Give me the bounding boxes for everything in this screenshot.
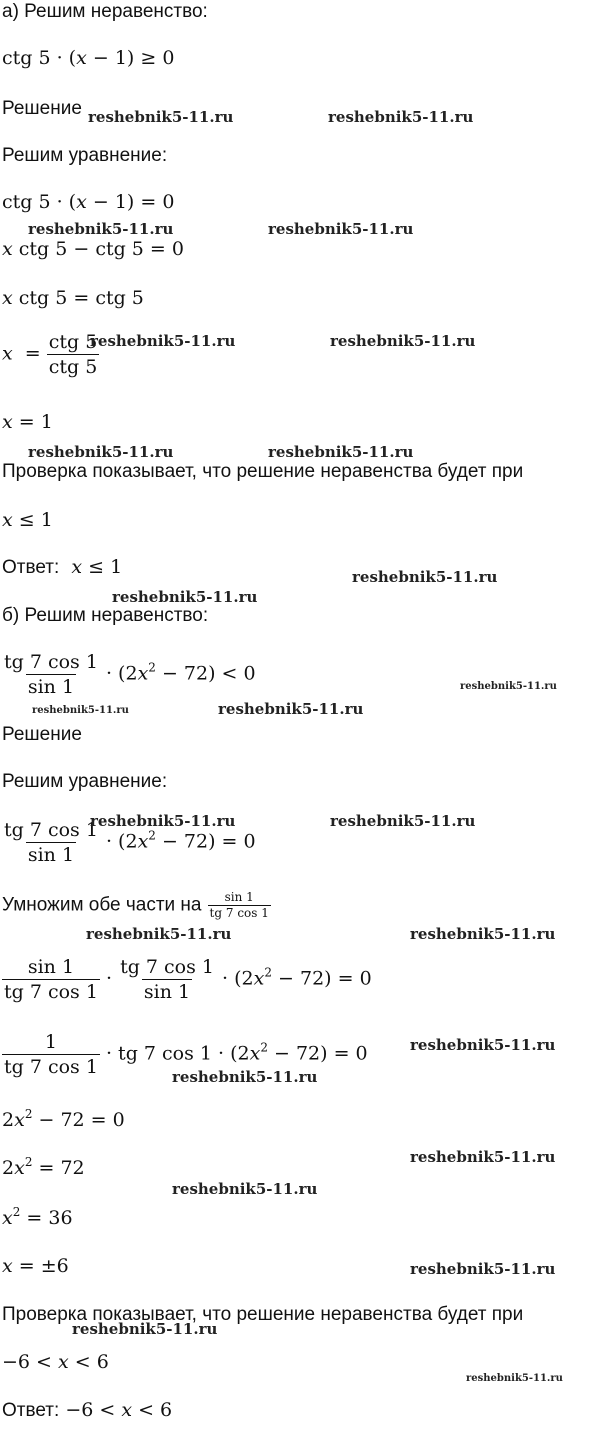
result-b: −6 < x < 6	[2, 1351, 109, 1373]
watermark: reshebnik5-11.ru	[330, 812, 476, 830]
check-text-b: Проверка показывает, что решение неравенства будет при	[2, 1304, 524, 1325]
watermark: reshebnik5-11.ru	[352, 568, 498, 586]
solution-label-b: Решение	[2, 724, 82, 745]
watermark: reshebnik5-11.ru	[32, 705, 129, 716]
solve-equation-label-b: Решим уравнение:	[2, 771, 168, 792]
answer-a: Ответ: x ≤ 1	[2, 556, 123, 578]
solution-label-a: Решение	[2, 98, 82, 119]
fraction-1-tg7cos1: $\frac{1}{tg 7 \cos 1}$	[4, 1031, 98, 1078]
answer-label-a: Ответ:	[2, 557, 60, 578]
multiply-line-b	[2, 890, 271, 921]
watermark: reshebnik5-11.ru	[328, 108, 474, 126]
equation-a-4: x = $\frac{\text{ctg 5}}{\text{ctg 5}}$	[2, 331, 98, 378]
fraction-tg7cos1-sin1: $\frac{tg 7 \cos 1}{\sin 1}$	[120, 956, 214, 1003]
watermark: reshebnik5-11.ru	[410, 1036, 556, 1054]
equation-a-5: x = 1	[2, 411, 53, 433]
watermark: reshebnik5-11.ru	[172, 1180, 318, 1198]
fraction-ctg5-ctg5: $\frac{\text{ctg 5}}{\text{ctg 5}}$	[48, 331, 98, 378]
equation-a-3: x ctg 5 = ctg 5	[2, 287, 144, 309]
equation-b-6: $x^2 = 36$	[2, 1205, 73, 1229]
watermark: reshebnik5-11.ru	[330, 332, 476, 350]
inequality-b: $\frac{tg 7 \cos 1}{\sin 1}$ · $(2x^2 - 72) < 0$	[4, 651, 256, 698]
equation-a-2: x ctg 5 − ctg 5 = 0	[2, 238, 184, 260]
watermark: reshebnik5-11.ru	[88, 108, 234, 126]
watermark: reshebnik5-11.ru	[28, 443, 174, 461]
watermark: reshebnik5-11.ru	[268, 220, 414, 238]
watermark: reshebnik5-11.ru	[28, 220, 174, 238]
watermark: reshebnik5-11.ru	[72, 1320, 218, 1338]
watermark: reshebnik5-11.ru	[410, 1260, 556, 1278]
result-a: x ≤ 1	[2, 509, 53, 531]
equation-b-7: x = ±6	[2, 1255, 69, 1277]
equation-b-5: $2x^2 = 72$	[2, 1155, 85, 1179]
watermark: reshebnik5-11.ru	[172, 1068, 318, 1086]
equation-b-4: $2x^2 - 72 = 0$	[2, 1107, 125, 1131]
answer-b: Ответ: −6 < x < 6	[2, 1399, 173, 1421]
equation-b-3: $\frac{1}{tg 7 \cos 1}$ · tg 7 $\cos 1 \cdot (2x^2 - 72) = 0$	[4, 1031, 368, 1078]
equation-b-2: $\frac{\sin 1}{tg 7 \cos 1}$ · $\frac{tg 7 \cos 1}{\sin 1}$ · $(2x^2 - 72) = 0$	[4, 956, 372, 1003]
watermark: reshebnik5-11.ru	[460, 681, 557, 692]
equation-b-1: $\frac{tg 7 \cos 1}{\sin 1}$ · $(2x^2 - 72) = 0$	[4, 819, 256, 866]
watermark: reshebnik5-11.ru	[112, 588, 258, 606]
equation-a-1: ctg 5 · (x − 1) = 0	[2, 191, 175, 213]
fraction-tg7cos1-sin1: $\frac{tg 7 \cos 1}{\sin 1}$	[4, 651, 98, 698]
answer-label-b: Ответ:	[2, 1400, 60, 1421]
watermark: reshebnik5-11.ru	[90, 332, 236, 350]
watermark: reshebnik5-11.ru	[86, 925, 232, 943]
watermark: reshebnik5-11.ru	[218, 700, 364, 718]
part-a-heading: а) Решим неравенство:	[2, 1, 208, 22]
solve-equation-label-a: Решим уравнение:	[2, 145, 168, 166]
watermark: reshebnik5-11.ru	[90, 812, 236, 830]
inequality-a: ctg 5 · (x − 1) ≥ 0	[2, 47, 175, 69]
multiply-text-b: Умножим обе части на	[2, 894, 202, 916]
watermark: reshebnik5-11.ru	[410, 1148, 556, 1166]
watermark: reshebnik5-11.ru	[410, 925, 556, 943]
part-b-heading: б) Решим неравенство:	[2, 605, 209, 626]
watermark: reshebnik5-11.ru	[268, 443, 414, 461]
fraction-tg7cos1-sin1: $\frac{tg 7 \cos 1}{\sin 1}$	[4, 819, 98, 866]
fraction-sin1-tg7cos1: $\frac{\sin 1}{tg 7 \cos 1}$	[209, 890, 269, 920]
check-text-a: Проверка показывает, что решение неравенства будет при	[2, 461, 524, 482]
fraction-sin1-tg7cos1: $\frac{\sin 1}{tg 7 \cos 1}$	[4, 956, 98, 1003]
watermark: reshebnik5-11.ru	[466, 1373, 563, 1384]
